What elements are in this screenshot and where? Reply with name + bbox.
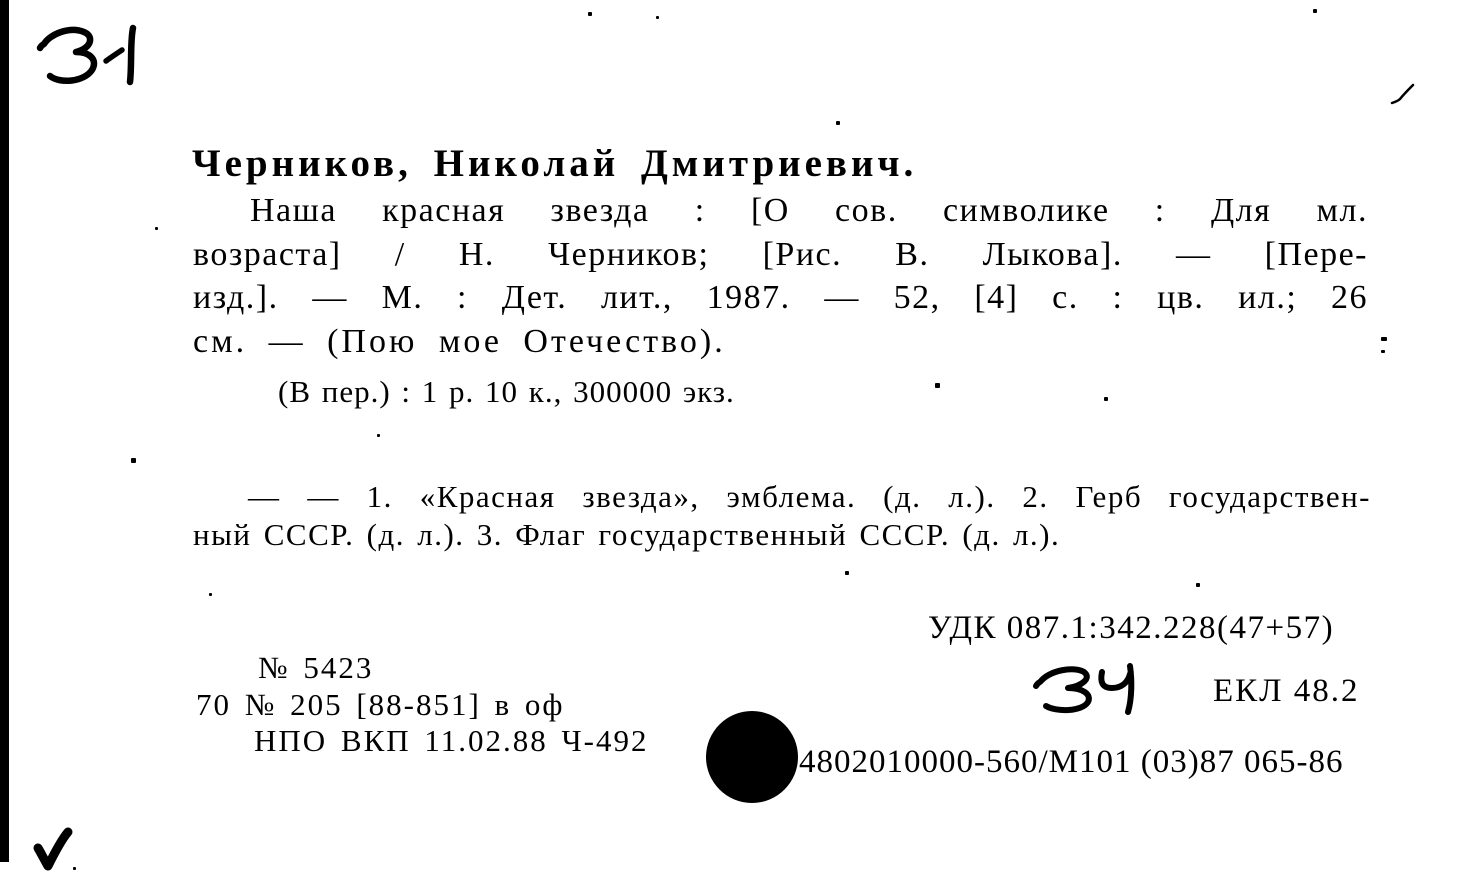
stroke-path bbox=[106, 50, 122, 61]
book-trade-index: 4802010000-560/М101 (03)87 065-86 bbox=[799, 744, 1344, 780]
pen-mark-icon bbox=[1390, 84, 1416, 106]
handwritten-shelf-number-icon bbox=[36, 24, 152, 90]
handwritten-checkmark-icon bbox=[28, 826, 78, 876]
processing-block bbox=[196, 650, 648, 760]
statement-of-responsibility-line: возраста] / Н. Черников; [Рис. В. Лыкова]. — [Пере- bbox=[193, 235, 1368, 273]
title-line: Наша красная звезда : [О сов. символике : Для мл. bbox=[250, 192, 1368, 229]
scan-speck bbox=[209, 593, 212, 596]
ekl-number: ЕКЛ 48.2 bbox=[1213, 673, 1360, 709]
card-number-line: № 5423 bbox=[258, 650, 374, 685]
scan-speck bbox=[656, 16, 659, 19]
black-dot-stamp bbox=[706, 711, 798, 803]
series-line: см. — (Пою мое Отечество). bbox=[193, 322, 726, 360]
print-order-line: 70 № 205 [88-851] в оф bbox=[196, 686, 565, 722]
scan-speck bbox=[131, 458, 136, 463]
stroke-path bbox=[1128, 666, 1131, 712]
stroke-path bbox=[1036, 669, 1089, 710]
scan-speck bbox=[1381, 350, 1385, 353]
bibliographic-description bbox=[193, 189, 1368, 363]
handwritten-class-number-icon bbox=[1030, 660, 1152, 716]
udc-number: УДК 087.1:342.228(47+57) bbox=[928, 610, 1335, 646]
price-line: (В пер.) : 1 р. 10 к., 300000 экз. bbox=[278, 374, 735, 409]
scan-speck bbox=[588, 12, 592, 16]
tracing-line: ный СССР. (д. л.). 3. Флаг государственный СССР. (д. л.). bbox=[193, 517, 1061, 552]
scan-edge-bar bbox=[0, 0, 9, 862]
stroke-path bbox=[130, 28, 133, 82]
scan-speck bbox=[73, 867, 76, 870]
scan-speck bbox=[1381, 337, 1387, 341]
stroke-path bbox=[1392, 85, 1413, 103]
scan-speck bbox=[155, 227, 158, 230]
imprint-line: изд.]. — М. : Дет. лит., 1987. — 52, [4] с. : цв. ил.; 26 bbox=[193, 279, 1368, 316]
scan-speck bbox=[1196, 583, 1200, 587]
scan-speck bbox=[845, 571, 849, 575]
stroke-path bbox=[40, 30, 94, 81]
processing-date-line: НПО ВКП 11.02.88 Ч-492 bbox=[254, 723, 649, 758]
scan-speck bbox=[377, 434, 380, 437]
stroke-path bbox=[1101, 672, 1130, 688]
author-heading: Черников, Николай Дмитриевич. bbox=[192, 142, 918, 185]
scan-speck bbox=[1104, 397, 1108, 401]
tracing-line: — — 1. «Красная звезда», эмблема. (д. л.). 2. Герб государствен- bbox=[248, 479, 1371, 514]
scan-speck bbox=[1313, 9, 1317, 13]
scan-speck bbox=[836, 121, 840, 125]
stroke-path bbox=[38, 832, 68, 866]
scan-speck bbox=[935, 383, 940, 388]
subject-tracings bbox=[193, 478, 1371, 554]
